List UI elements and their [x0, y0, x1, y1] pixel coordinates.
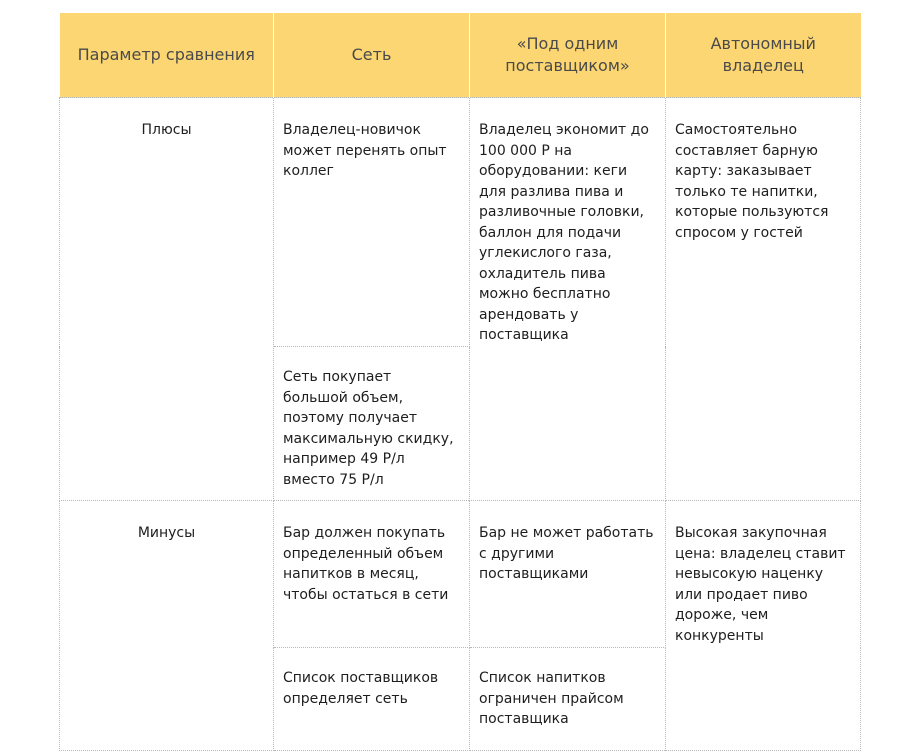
pros-network-cell-1: Владелец-новичок может перенять опыт коллег	[274, 98, 470, 347]
pros-autonomous-cell: Самостоятельно составляет барную карту: заказывает только те напитки, которые пользуются спросом у гостей	[666, 98, 861, 501]
pros-network-cell-2: Сеть покупает большой объем, поэтому получает максимальную скидку, например 49 Р/л вместо 75 Р/л	[274, 347, 470, 501]
cons-one-supplier-cell-1: Бар не может работать с другими поставщиками	[470, 501, 666, 648]
cons-network-cell-1: Бар должен покупать определенный объем напитков в месяц, чтобы остаться в сети	[274, 501, 470, 648]
table-header-row	[60, 13, 861, 98]
comparison-table	[59, 13, 861, 751]
header-autonomous: Автономный владелец	[666, 13, 861, 98]
header-network: Сеть	[274, 13, 470, 98]
row-label-cons: Минусы	[60, 501, 274, 751]
row-label-pros: Плюсы	[60, 98, 274, 501]
cons-autonomous-cell: Высокая закупочная цена: владелец ставит невысокую наценку или продает пиво дороже, чем конкуренты	[666, 501, 861, 751]
header-parameter: Параметр сравнения	[60, 13, 274, 98]
pros-one-supplier-cell: Владелец экономит до 100 000 Р на оборудовании: кеги для разлива пива и разливочные головки, баллон для подачи углекислого газа, охладитель пива можно бесплатно арендовать у поставщика	[470, 98, 666, 501]
table-row	[60, 98, 861, 347]
table-row	[60, 501, 861, 648]
header-one-supplier: «Под одним поставщиком»	[470, 13, 666, 98]
cons-one-supplier-cell-2: Список напитков ограничен прайсом поставщика	[470, 648, 666, 751]
cons-network-cell-2: Список поставщиков определяет сеть	[274, 648, 470, 751]
